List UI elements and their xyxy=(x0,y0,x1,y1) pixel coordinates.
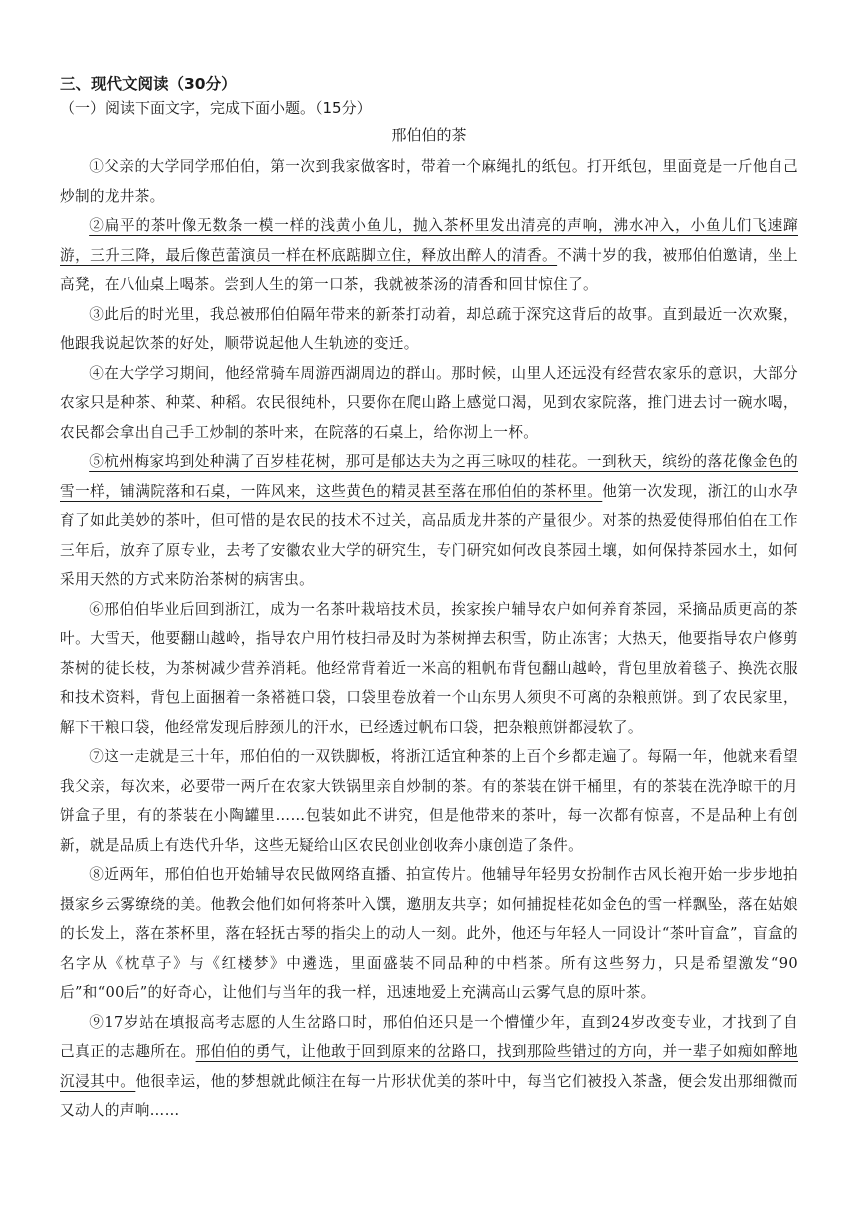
article-paragraph xyxy=(60,211,798,300)
paragraph-text: 他很幸运，他的梦想就此倾注在每一片形状优美的茶叶中，每当它们被投入茶盏，便会发出那细微而又动人的声响…… xyxy=(60,1072,798,1119)
paragraph-text: ①父亲的大学同学邢伯伯，第一次到我家做客时，带着一个麻绳扎的纸包。打开纸包，里面竟是一斤他自己炒制的龙井茶。 xyxy=(60,158,798,205)
paragraph-text: ⑨17岁站在填报高考志愿的人生岔路口时，邢伯伯还只是一个懵懂少年，直到24岁改变专业，才找到了自己真正的志趣所在。 xyxy=(60,1013,798,1060)
paragraph-text: 不满十岁的我，被邢伯伯邀请，坐上高凳，在八仙桌上喝茶。尝到人生的第一口茶，我就被茶汤的清香和回甘惊住了。 xyxy=(60,246,798,293)
article-paragraph xyxy=(60,595,798,743)
underlined-sentence: ②扁平的茶叶像无数条一模一样的浅黄小鱼儿，抛入茶杯里发出清亮的声响，沸水冲入，小鱼儿们飞速蹿游，三升三降，最后像芭蕾演员一样在杯底踮脚立住，释放出醉人的清香。 xyxy=(60,217,798,264)
article-paragraph xyxy=(60,860,798,1008)
underlined-sentence: ⑤杭州梅家坞到处种满了百岁桂花树，那可是郁达夫为之再三咏叹的桂花。一到秋天，缤纷的落花像金色的雪一样，铺满院落和石桌，一阵风来，这些黄色的精灵甚至落在邢伯伯的茶杯里。 xyxy=(60,453,798,500)
article-paragraph xyxy=(60,742,798,860)
underlined-sentence: 邢伯伯的勇气，让他敢于回到原来的岔路口，找到那险些错过的方向，并一辈子如痴如醉地沉浸其中。 xyxy=(60,1043,798,1090)
article-paragraph xyxy=(60,1008,798,1126)
paragraph-text: ④在大学学习期间，他经常骑车周游西湖周边的群山。那时候，山里人还远没有经营农家乐的意识，大部分农家只是种茶、种菜、种稻。农民很纯朴，只要你在爬山路上感觉口渴，见到农家院落，推门进去讨一碗水喝，农民都会拿出自己手工炒制的茶叶来，在院落的石桌上，给你沏上一杯。 xyxy=(60,364,798,441)
article-title: 邢伯伯的茶 xyxy=(391,126,467,144)
paragraph-text: ⑥邢伯伯毕业后回到浙江，成为一名茶叶栽培技术员，挨家挨户辅导农户如何养育茶园，采摘品质更高的茶叶。大雪天，他要翻山越岭，指导农户用竹枝扫帚及时为茶树掸去积雪，防止冻害；大热天，他要指导农户修剪茶树的徒长枝，为茶树减少营养消耗。他经常背着近一米高的粗帆布背包翻山越岭，背包里放着毯子、换洗衣服和技术资料，背包上面捆着一条褡裢口袋，口袋里卷放着一个山东男人须臾不可离的杂粮煎饼。到了农民家里，解下干粮口袋，他经常发现后脖颈儿的汗水，已经透过帆布口袋，把杂粮煎饼都浸软了。 xyxy=(60,600,798,736)
paragraph-text: ⑧近两年，邢伯伯也开始辅导农民做网络直播、拍宣传片。他辅导年轻男女扮制作古风长袍开始一步步地拍摄家乡云雾缭绕的美。他教会他们如何将茶叶入馔，邀朋友共享；如何捕捉桂花如金色的雪一样飘坠，落在姑娘的长发上，落在茶杯里，落在轻抚古琴的指尖上的动人一刻。此外，他还与年轻人一同设计“茶叶盲盒”，盲盒的名字从《枕草子》与《红楼梦》中遴选，里面盛装不同品种的中档茶。所有这些努力，只是希望激发“90后”和“00后”的好奇心，让他们与当年的我一样，迅速地爱上充满高山云雾气息的原叶茶。 xyxy=(60,866,798,1001)
article-paragraph xyxy=(60,300,798,359)
article-paragraph xyxy=(60,447,798,595)
paragraph-text: 他第一次发现，浙江的山水孕育了如此美妙的茶叶，但可惜的是农民的技术不过关，高品质龙井茶的产量很少。对茶的热爱使得邢伯伯在工作三年后，放弃了原专业，去考了安徽农业大学的研究生，专门研究如何改良茶园土壤，如何保持茶园水土，如何采用天然的方式来防治茶树的病害虫。 xyxy=(60,482,798,588)
reading-instruction: （一）阅读下面文字，完成下面小题。（15分） xyxy=(60,99,372,117)
paragraph-text: ③此后的时光里，我总被邢伯伯隔年带来的新茶打动着，却总疏于深究这背后的故事。直到最近一次欢聚，他跟我说起饮茶的好处，顺带说起他人生轨迹的变迁。 xyxy=(60,305,798,352)
article-paragraph xyxy=(60,152,798,211)
article-body xyxy=(60,152,798,1126)
section-title: 三、现代文阅读（30分） xyxy=(60,75,237,93)
paragraph-text: ⑦这一走就是三十年，邢伯伯的一双铁脚板，将浙江适宜种茶的上百个乡都走遍了。每隔一年，他就来看望我父亲，每次来，必要带一两斤在农家大铁锅里亲自炒制的茶。有的茶装在饼干桶里，有的茶装在洗净晾干的月饼盒子里，有的茶装在小陶罐里……包装如此不讲究，但是他带来的茶叶，每一次都有惊喜，不是品种上有创新，就是品质上有迭代升华，这些无疑给山区农民创业创收奔小康创造了条件。 xyxy=(60,748,798,854)
article-paragraph xyxy=(60,359,798,448)
